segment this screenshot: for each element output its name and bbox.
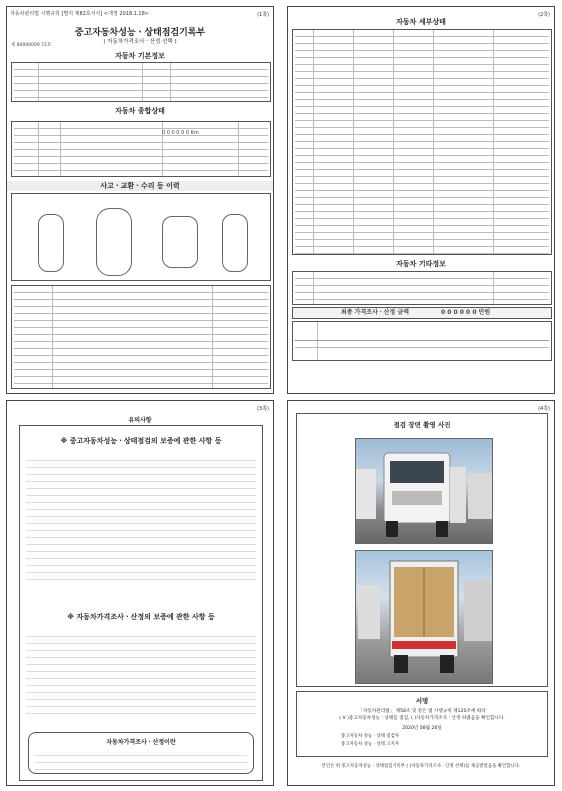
page-1 [6,6,274,394]
notice-section-3: 자동차가격조사ㆍ산정이란 [106,739,176,746]
car-diagram-underbody [162,216,198,268]
section-accident-history: 사고ㆍ교환ㆍ수리 등 이력 [7,181,273,191]
car-diagram-top [96,208,132,276]
page-number: (1쪽) [257,12,269,18]
inspection-photo-front [355,438,493,544]
repair-details-table [11,285,271,389]
signature-title: 서명 [415,697,429,705]
page-3 [6,400,274,786]
certificate-number: 제 84000009 72호 [11,43,52,48]
page-number: (2쪽) [538,12,550,18]
section-other-info: 자동차 기타정보 [396,260,446,268]
form-label: 자동차관리법 시행규칙 [별지 제82호서식] <개정 2018.1.18> [10,11,149,17]
photo-frame [296,413,548,687]
page-number: (4쪽) [538,406,550,412]
overall-status-table [11,121,271,177]
car-diagram-left [38,214,64,272]
notice-header: 유의사항 [128,417,152,424]
final-price-row [292,307,552,319]
final-price-unit: 만원 [478,309,491,316]
page-2 [287,6,555,394]
notice-frame [19,425,263,781]
special-notes-box [292,321,552,361]
receipt-statement: 본인은 위 중고자동차성능ㆍ상태점검기록부 ( )자동차가격조사ㆍ산정 선택)를 제공받았음을 확인합니다. [321,764,521,769]
section-detail-status: 자동차 세부상태 [396,18,446,26]
page-subtitle: ( 자동차가격조사ㆍ산정 선택 ) [103,39,177,45]
final-price-value: 0 0 0 0 0 0 [441,309,477,316]
basic-info-table [11,62,271,102]
page-title: 중고자동차성능ㆍ상태점검기록부 [74,28,206,38]
section-basic-info: 자동차 기본정보 [115,52,165,60]
notice-section-2: ※ 자동차가격조사ㆍ산정의 보증에 관한 사항 등 [67,613,215,621]
photo-section-title: 점검 장면 촬영 사진 [393,421,451,429]
signature-statement-2: ( V )중고자동차성능ㆍ상태를 점검, ( )자동차가격조사ㆍ산정 하였음을 확인합니다. [339,716,505,721]
car-diagram-right [222,214,248,272]
signature-frame [296,691,548,757]
other-info-table [292,271,552,305]
price-definition-box [28,732,254,774]
section-overall-status: 자동차 종합상태 [115,107,165,115]
page-4 [287,400,555,786]
notice-section-1: ※ 중고자동차성능ㆍ상태점검의 보증에 관한 사항 등 [60,437,222,445]
signer-inspector: 중고자동차 성능ㆍ상태 점검자 [341,734,399,739]
inspection-photo-rear [355,550,493,684]
signature-date: 2020년 08월 26일 [402,726,442,731]
mileage-value: 0 0 0 0 0 0 [162,130,190,136]
signer-notifier: 중고자동차 성능ㆍ상태 고지자 [341,742,399,747]
final-price-label: 최종 가격조사ㆍ산정 금액 [341,309,409,316]
signature-statement-1: 「자동차관리법」 제58조 및 같은 법 시행규칙 제120조에 따라 [358,709,486,714]
accident-diagram-area [11,193,271,281]
mileage-unit: Km [190,130,199,136]
detail-status-table [292,29,552,255]
page-number: (3쪽) [257,406,269,412]
